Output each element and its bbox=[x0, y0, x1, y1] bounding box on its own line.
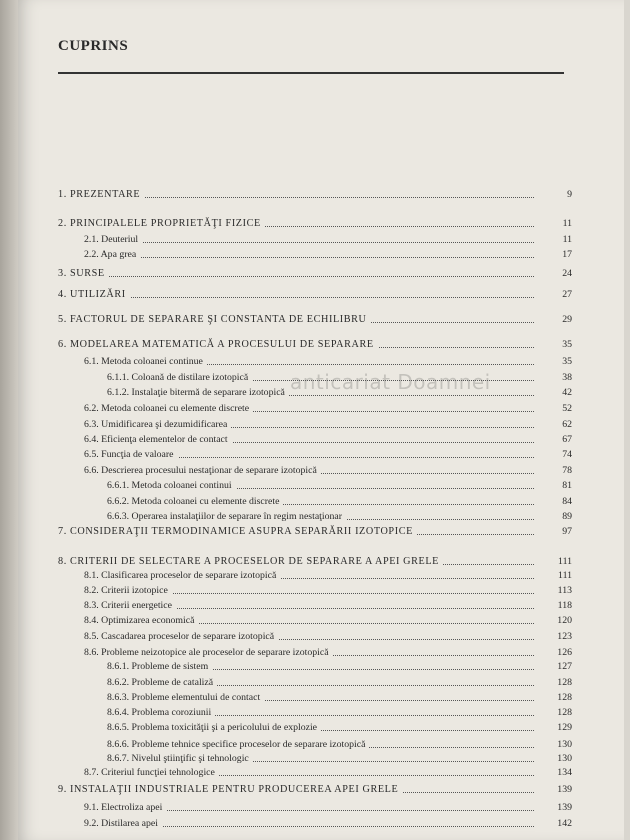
toc-entry-page: 17 bbox=[535, 247, 572, 263]
toc-entry-page: 9 bbox=[535, 187, 572, 203]
toc-entry-label: 9.2. Distilarea apei bbox=[84, 816, 162, 832]
toc-entry-page: 127 bbox=[535, 659, 572, 675]
toc-entry-label: 7. CONSIDERAŢII TERMODINAMICE ASUPRA SEPARĂRII IZOTOPICE bbox=[58, 524, 417, 540]
toc-entry bbox=[0, 509, 630, 525]
toc-entry bbox=[0, 354, 630, 370]
toc-entry-page: 84 bbox=[535, 494, 572, 510]
toc-entry bbox=[0, 782, 630, 798]
toc-entry-label: 8.2. Criterii izotopice bbox=[84, 583, 172, 599]
toc-entry-page: 128 bbox=[535, 675, 572, 691]
toc-entry-page: 29 bbox=[535, 312, 572, 328]
toc-entry-page: 129 bbox=[535, 720, 572, 736]
toc-entry bbox=[0, 463, 630, 479]
toc-entry-page: 139 bbox=[535, 782, 572, 798]
toc-entry-page: 24 bbox=[535, 266, 572, 282]
toc-entry bbox=[0, 187, 630, 203]
toc-entry-label: 6.6.2. Metoda coloanei cu elemente discrete bbox=[107, 494, 283, 510]
toc-entry-page: 81 bbox=[535, 478, 572, 494]
toc-entry-page: 130 bbox=[535, 751, 572, 767]
toc-entry-label: 8.6. Probleme neizotopice ale proceselor de separare izotopică bbox=[84, 645, 333, 661]
toc-entry-label: 8.3. Criterii energetice bbox=[84, 598, 176, 614]
toc-entry bbox=[0, 494, 630, 510]
toc-entry bbox=[0, 312, 630, 328]
toc-entry-page: 11 bbox=[535, 232, 572, 248]
toc-entry-label: 1. PREZENTARE bbox=[58, 187, 144, 203]
toc-entry bbox=[0, 232, 630, 248]
toc-entry bbox=[0, 659, 630, 675]
dot-leader bbox=[84, 242, 538, 243]
toc-entry bbox=[0, 816, 630, 832]
toc-entry-page: 139 bbox=[535, 800, 572, 816]
toc-entry-label: 3. SURSE bbox=[58, 266, 109, 282]
toc-entry-label: 6.1. Metoda coloanei continue bbox=[84, 354, 207, 370]
toc-entry-page: 128 bbox=[535, 690, 572, 706]
toc-entry-label: 8.6.1. Probleme de sistem bbox=[107, 659, 212, 675]
toc-entry-page: 27 bbox=[535, 287, 572, 303]
toc-entry-page: 38 bbox=[535, 370, 572, 386]
toc-entry-label: 8.6.6. Probleme tehnice specifice proceselor de separare izotopică bbox=[107, 737, 369, 753]
toc-entry bbox=[0, 629, 630, 645]
toc-entry bbox=[0, 524, 630, 540]
toc-entry-label: 6.6.3. Operarea instalaţiilor de separare în regim nestaţionar bbox=[107, 509, 346, 525]
toc-entry-label: 2.1. Deuteriul bbox=[84, 232, 142, 248]
toc-entry-label: 6.1.1. Coloană de distilare izotopică bbox=[107, 370, 252, 386]
toc-entry bbox=[0, 675, 630, 691]
toc-entry-page: 89 bbox=[535, 509, 572, 525]
toc-entry-label: 8.5. Cascadarea proceselor de separare izotopică bbox=[84, 629, 278, 645]
toc-entry-page: 78 bbox=[535, 463, 572, 479]
dot-leader bbox=[58, 276, 538, 277]
toc-entry-label: 8.6.7. Nivelul ştiinţific şi tehnologic bbox=[107, 751, 253, 767]
toc-entry-page: 113 bbox=[535, 583, 572, 599]
toc-entry-page: 62 bbox=[535, 417, 572, 433]
toc-entry-label: 6.1.2. Instalaţie bitermă de separare izotopică bbox=[107, 385, 289, 401]
toc-entry-page: 128 bbox=[535, 705, 572, 721]
toc-entry-label: 8.6.3. Probleme elementului de contact bbox=[107, 690, 264, 706]
toc-entry-page: 118 bbox=[535, 598, 572, 614]
watermark-text: anticariat Doamnei bbox=[290, 370, 491, 394]
toc-entry bbox=[0, 705, 630, 721]
toc-entry bbox=[0, 598, 630, 614]
toc-entry-page: 35 bbox=[535, 337, 572, 353]
toc-entry bbox=[0, 447, 630, 463]
toc-entry-page: 67 bbox=[535, 432, 572, 448]
toc-entry-label: 8.6.5. Problema toxicităţii şi a pericolului de explozie bbox=[107, 720, 321, 736]
toc-entry-page: 11 bbox=[535, 216, 572, 232]
toc-entry-label: 6.3. Umidificarea şi dezumidificarea bbox=[84, 417, 231, 433]
toc-entry-page: 142 bbox=[535, 816, 572, 832]
toc-entry bbox=[0, 690, 630, 706]
page-title: CUPRINS bbox=[58, 38, 129, 54]
toc-entry bbox=[0, 216, 630, 232]
toc-entry bbox=[0, 613, 630, 629]
toc-entry-label: 8.4. Optimizarea economică bbox=[84, 613, 198, 629]
toc-entry-label: 6.6.1. Metoda coloanei continui bbox=[107, 478, 236, 494]
toc-entry-page: 123 bbox=[535, 629, 572, 645]
toc-entry-page: 52 bbox=[535, 401, 572, 417]
toc-entry-label: 2. PRINCIPALELE PROPRIETĂŢI FIZICE bbox=[58, 216, 265, 232]
toc-entry-page: 134 bbox=[535, 765, 572, 781]
toc-entry-label: 4. UTILIZĂRI bbox=[58, 287, 130, 303]
toc-entry-label: 2.2. Apa grea bbox=[84, 247, 140, 263]
toc-entry-label: 9.1. Electroliza apei bbox=[84, 800, 166, 816]
toc-entry-label: 9. INSTALAŢII INDUSTRIALE PENTRU PRODUCEREA APEI GRELE bbox=[58, 782, 402, 798]
toc-entry-page: 111 bbox=[535, 568, 572, 584]
toc-entry bbox=[0, 568, 630, 584]
dot-leader bbox=[58, 297, 538, 298]
toc-entry bbox=[0, 583, 630, 599]
toc-entry-label: 6.5. Funcţia de valoare bbox=[84, 447, 178, 463]
toc-entry bbox=[0, 417, 630, 433]
toc-entry bbox=[0, 401, 630, 417]
toc-entry-page: 111 bbox=[535, 554, 572, 570]
toc-entry-page: 74 bbox=[535, 447, 572, 463]
toc-entry bbox=[0, 266, 630, 282]
dot-leader bbox=[84, 257, 538, 258]
toc-entry-label: 8.7. Criteriul funcţiei tehnologice bbox=[84, 765, 219, 781]
toc-entry-page: 42 bbox=[535, 385, 572, 401]
toc-entry bbox=[0, 800, 630, 816]
toc-entry-label: 6. MODELAREA MATEMATICĂ A PROCESULUI DE SEPARARE bbox=[58, 337, 378, 353]
toc-entry-page: 35 bbox=[535, 354, 572, 370]
toc-entry bbox=[0, 478, 630, 494]
toc-entry bbox=[0, 247, 630, 263]
toc-entry-label: 5. FACTORUL DE SEPARARE ŞI CONSTANTA DE ECHILIBRU bbox=[58, 312, 371, 328]
toc-entry-label: 6.4. Eficienţa elementelor de contact bbox=[84, 432, 232, 448]
toc-entry-label: 8.6.4. Problema coroziunii bbox=[107, 705, 215, 721]
toc-entry bbox=[0, 287, 630, 303]
toc-entry-page: 120 bbox=[535, 613, 572, 629]
toc-entry bbox=[0, 432, 630, 448]
toc-entry-label: 8.6.2. Probleme de cataliză bbox=[107, 675, 217, 691]
toc-entry-page: 126 bbox=[535, 645, 572, 661]
toc-entry bbox=[0, 370, 630, 386]
toc-entry-label: 8. CRITERII DE SELECTARE A PROCESELOR DE SEPARARE A APEI GRELE bbox=[58, 554, 443, 570]
toc-entry bbox=[0, 385, 630, 401]
toc-entry bbox=[0, 720, 630, 736]
toc-entry-label: 6.6. Descrierea procesului nestaţionar de separare izotopică bbox=[84, 463, 321, 479]
toc-entry bbox=[0, 765, 630, 781]
toc-entry-page: 130 bbox=[535, 737, 572, 753]
toc-entry-label: 8.1. Clasificarea proceselor de separare izotopică bbox=[84, 568, 280, 584]
toc-entry bbox=[0, 337, 630, 353]
toc-entry-page: 97 bbox=[535, 524, 572, 540]
toc-entry-label: 6.2. Metoda coloanei cu elemente discrete bbox=[84, 401, 253, 417]
